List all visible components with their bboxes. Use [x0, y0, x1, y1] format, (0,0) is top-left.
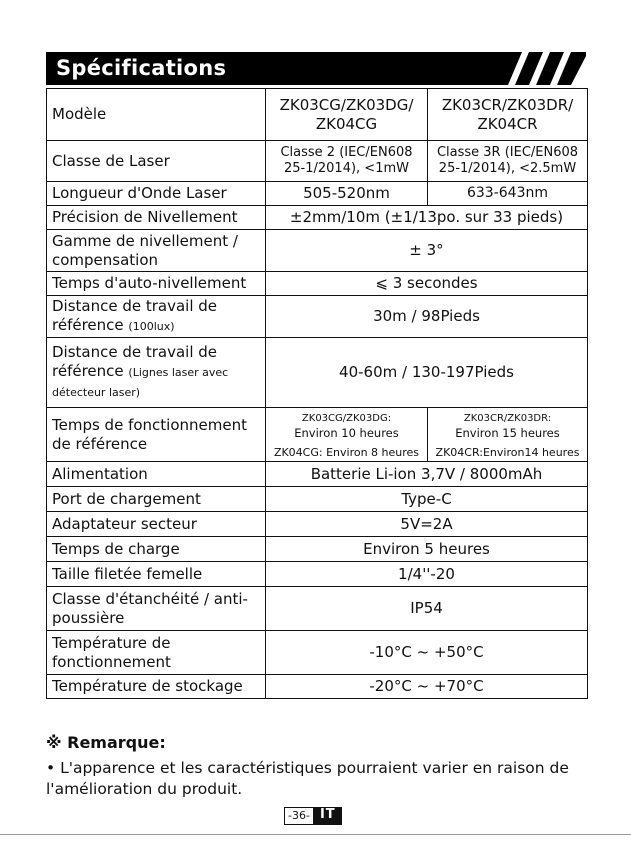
- op-temp-value: -10°C ~ +50°C: [266, 631, 588, 675]
- row-label: [47, 338, 266, 408]
- runtime-d: ZK04CR:Environ14 heures: [428, 444, 588, 462]
- row-label: Gamme de nivellement / compensation: [47, 230, 266, 272]
- storage-temp-value: -20°C ~ +70°C: [266, 675, 588, 699]
- runtime-b: [428, 408, 588, 444]
- spec-table: [46, 88, 588, 699]
- power-value: Batterie Li-ion 3,7V / 8000mAh: [266, 462, 588, 487]
- runtime-b-model: ZK03CR/ZK03DR:: [463, 412, 552, 424]
- table-row: [47, 296, 588, 338]
- table-row: [47, 89, 588, 141]
- thread-value: 1/4''-20: [266, 562, 588, 587]
- row-label: [47, 296, 266, 338]
- table-row: [47, 512, 588, 537]
- row-label: Modèle: [47, 89, 266, 141]
- section-title: Spécifications: [56, 56, 227, 80]
- table-row: [47, 487, 588, 512]
- row-label: Classe de Laser: [47, 141, 266, 182]
- label-main: Distance de travail de référence: [52, 343, 218, 380]
- table-row: [47, 230, 588, 272]
- label-small: (100lux): [128, 320, 175, 333]
- work-dist-value: 30m / 98Pieds: [266, 296, 588, 338]
- runtime-c: ZK04CG: Environ 8 heures: [266, 444, 428, 462]
- row-label: Adaptateur secteur: [47, 512, 266, 537]
- ip-value: IP54: [266, 587, 588, 631]
- charge-port-value: Type-C: [266, 487, 588, 512]
- runtime-a-value: Environ 10 heures: [294, 425, 399, 440]
- runtime-a: [266, 408, 428, 444]
- row-label: Température de fonctionnement: [47, 631, 266, 675]
- table-row: [47, 272, 588, 296]
- charge-time-value: Environ 5 heures: [266, 537, 588, 562]
- section-header: [46, 52, 586, 85]
- model-b: ZK03CR/ZK03DR/ ZK04CR: [428, 89, 588, 141]
- runtime-a-model: ZK03CG/ZK03DG:: [301, 412, 392, 424]
- note-text: • L'apparence et les caractéristiques pourraient varier en raison de l'amélioration du produit.: [46, 759, 569, 798]
- row-label: Longueur d'Onde Laser: [47, 182, 266, 206]
- bottom-divider: [0, 834, 631, 835]
- row-label: Taille filetée femelle: [47, 562, 266, 587]
- table-row: [47, 206, 588, 230]
- range-value: ± 3°: [266, 230, 588, 272]
- row-label: Temps de fonctionnement de référence: [47, 408, 266, 462]
- label-small: (Lignes laser avec détecteur laser): [52, 366, 229, 399]
- laser-class-a: Classe 2 (IEC/EN608 25-1/2014), <1mW: [266, 141, 428, 182]
- self-time-value: ⩽ 3 secondes: [266, 272, 588, 296]
- table-row: [47, 631, 588, 675]
- table-row: [47, 537, 588, 562]
- table-row: [47, 675, 588, 699]
- row-label: Temps de charge: [47, 537, 266, 562]
- table-row: [47, 182, 588, 206]
- wavelength-b: 633-643nm: [428, 182, 588, 206]
- page-number: -36-: [284, 807, 314, 825]
- table-row: [47, 587, 588, 631]
- model-a: ZK03CG/ZK03DG/ ZK04CG: [266, 89, 428, 141]
- table-row: [47, 141, 588, 182]
- row-label: Classe d'étanchéité / anti-poussière: [47, 587, 266, 631]
- note-title: ※ Remarque:: [46, 733, 166, 752]
- laser-class-b: Classe 3R (IEC/EN608 25-1/2014), <2.5mW: [428, 141, 588, 182]
- table-row: [47, 562, 588, 587]
- row-label: Température de stockage: [47, 675, 266, 699]
- row-label: Temps d'auto-nivellement: [47, 272, 266, 296]
- work-dist-det-value: 40-60m / 130-197Pieds: [266, 338, 588, 408]
- row-label: Précision de Nivellement: [47, 206, 266, 230]
- runtime-b-value: Environ 15 heures: [455, 425, 560, 440]
- stripes-decoration: [508, 52, 586, 85]
- adapter-value: 5V=2A: [266, 512, 588, 537]
- page-footer: [284, 807, 342, 825]
- row-label: Port de chargement: [47, 487, 266, 512]
- language-badge: IT: [314, 807, 342, 825]
- table-row: [47, 408, 588, 444]
- row-label: Alimentation: [47, 462, 266, 487]
- table-row: [47, 338, 588, 408]
- wavelength-a: 505-520nm: [266, 182, 428, 206]
- label-main: Distance de travail de référence: [52, 297, 218, 334]
- accuracy-value: ±2mm/10m (±1/13po. sur 33 pieds): [266, 206, 588, 230]
- table-row: [47, 462, 588, 487]
